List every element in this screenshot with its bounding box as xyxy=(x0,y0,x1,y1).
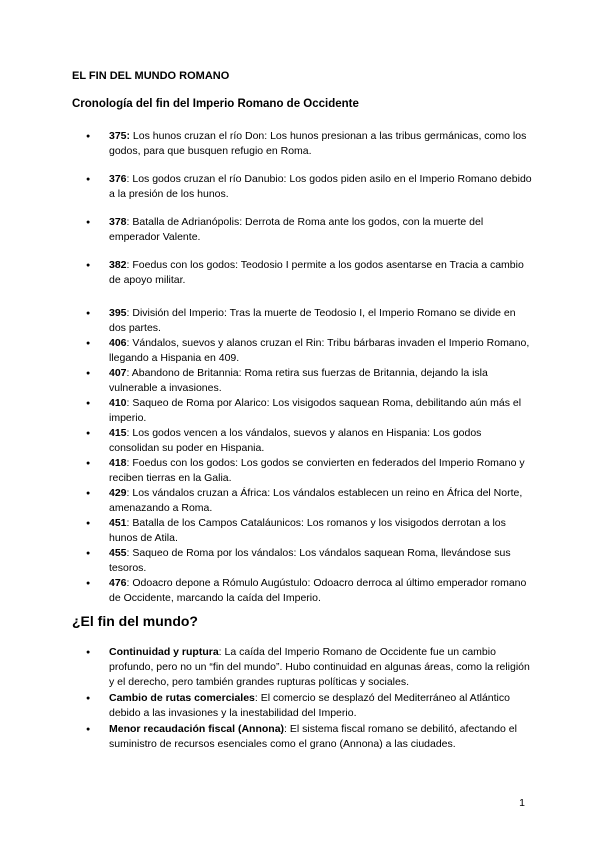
timeline-text: : Los godos vencen a los vándalos, suevos y alanos en Hispania: Los godos consolidan su poder en Hispania. xyxy=(109,427,482,454)
timeline-text: : Foedus con los godos: Los godos se convierten en federados del Imperio Romano y reciben tierras en la Galia. xyxy=(109,457,525,484)
timeline-year: 415 xyxy=(109,427,127,439)
timeline-item xyxy=(72,129,532,159)
cause-text: : El comercio se desplazó del Mediterráneo al Atlántico debido a las invasiones y la inestabilidad del Imperio. xyxy=(109,692,510,719)
timeline-text: : Abandono de Britannia: Roma retira sus fuerzas de Britannia, dejando la isla vulnerable a invasiones. xyxy=(109,367,488,394)
timeline-item xyxy=(72,215,532,245)
timeline-year: 378 xyxy=(109,216,127,228)
causes-list xyxy=(72,645,532,753)
timeline-year: 418 xyxy=(109,457,127,469)
cause-term: Continuidad y ruptura xyxy=(109,646,219,658)
timeline-item xyxy=(72,456,532,486)
timeline-item xyxy=(72,486,532,516)
timeline-text: : Saqueo de Roma por los vándalos: Los vándalos saquean Roma, llevándose sus tesoros. xyxy=(109,547,511,574)
timeline-year: 395 xyxy=(109,307,127,319)
timeline-text: Los hunos cruzan el río Don: Los hunos presionan a las tribus germánicas, como los godos, para que busquen refugio en Roma. xyxy=(109,130,527,157)
section-heading-fin-del-mundo: ¿El fin del mundo? xyxy=(72,613,198,629)
timeline-list-compact xyxy=(72,306,532,606)
timeline-text: : Saqueo de Roma por Alarico: Los visigodos saquean Roma, debilitando aún más el imperio. xyxy=(109,397,522,424)
timeline-text: : Los godos cruzan el río Danubio: Los godos piden asilo en el Imperio Romano debido a la presión de los hunos. xyxy=(109,173,532,200)
timeline-year: 410 xyxy=(109,397,127,409)
timeline-year: 406 xyxy=(109,337,127,349)
timeline-item xyxy=(72,576,532,606)
timeline-year: 451 xyxy=(109,517,127,529)
timeline-year: 376 xyxy=(109,173,127,185)
timeline-item xyxy=(72,258,532,288)
timeline-text: : Batalla de los Campos Cataláunicos: Los romanos y los visigodos derrotan a los hunos de Atila. xyxy=(109,517,506,544)
timeline-year: 375: xyxy=(109,130,131,142)
timeline-year: 429 xyxy=(109,487,127,499)
timeline-text: : Vándalos, suevos y alanos cruzan el Rin: Tribu bárbaras invaden el Imperio Romano, llegando a Hispania en 409. xyxy=(109,337,530,364)
timeline-item xyxy=(72,516,532,546)
cause-item xyxy=(72,645,532,690)
timeline-item xyxy=(72,336,532,366)
timeline-item xyxy=(72,546,532,576)
cause-text: : La caída del Imperio Romano de Occidente fue un cambio profundo, pero no un “fin del mundo”. Hubo continuidad en algunas áreas, como la religión y el derecho, pero también grandes rupturas políticas y sociales. xyxy=(109,646,530,688)
timeline-item xyxy=(72,426,532,456)
timeline-text: : Foedus con los godos: Teodosio I permite a los godos asentarse en Tracia a cambio de apoyo militar. xyxy=(109,259,524,286)
timeline-heading: Cronología del fin del Imperio Romano de Occidente xyxy=(72,98,359,110)
timeline-text: : Batalla de Adrianópolis: Derrota de Roma ante los godos, con la muerte del emperador Valente. xyxy=(109,216,484,243)
timeline-item xyxy=(72,172,532,202)
cause-item xyxy=(72,722,532,752)
timeline-year: 382 xyxy=(109,259,127,271)
cause-term: Cambio de rutas comerciales xyxy=(109,692,255,704)
cause-term: Menor recaudación fiscal (Annona) xyxy=(109,723,285,735)
timeline-year: 455 xyxy=(109,547,127,559)
timeline-year: 476 xyxy=(109,577,127,589)
timeline-list-spaced xyxy=(72,129,532,301)
timeline-text: : Odoacro depone a Rómulo Augústulo: Odoacro derroca al último emperador romano de Occidente, marcando la caída del Imperio. xyxy=(109,577,527,604)
timeline-year: 407 xyxy=(109,367,127,379)
timeline-text: : División del Imperio: Tras la muerte de Teodosio I, el Imperio Romano se divide en dos partes. xyxy=(109,307,516,334)
cause-item xyxy=(72,691,532,721)
timeline-item xyxy=(72,366,532,396)
cause-text: : El sistema fiscal romano se debilitó, afectando el suministro de recursos esenciales como el grano (Annona) a las ciudades. xyxy=(109,723,517,750)
page-number: 1 xyxy=(519,797,525,809)
document-title: EL FIN DEL MUNDO ROMANO xyxy=(72,70,230,82)
timeline-item xyxy=(72,306,532,336)
timeline-item xyxy=(72,396,532,426)
timeline-text: : Los vándalos cruzan a África: Los vándalos establecen un reino en África del Norte, amenazando a Roma. xyxy=(109,487,523,514)
